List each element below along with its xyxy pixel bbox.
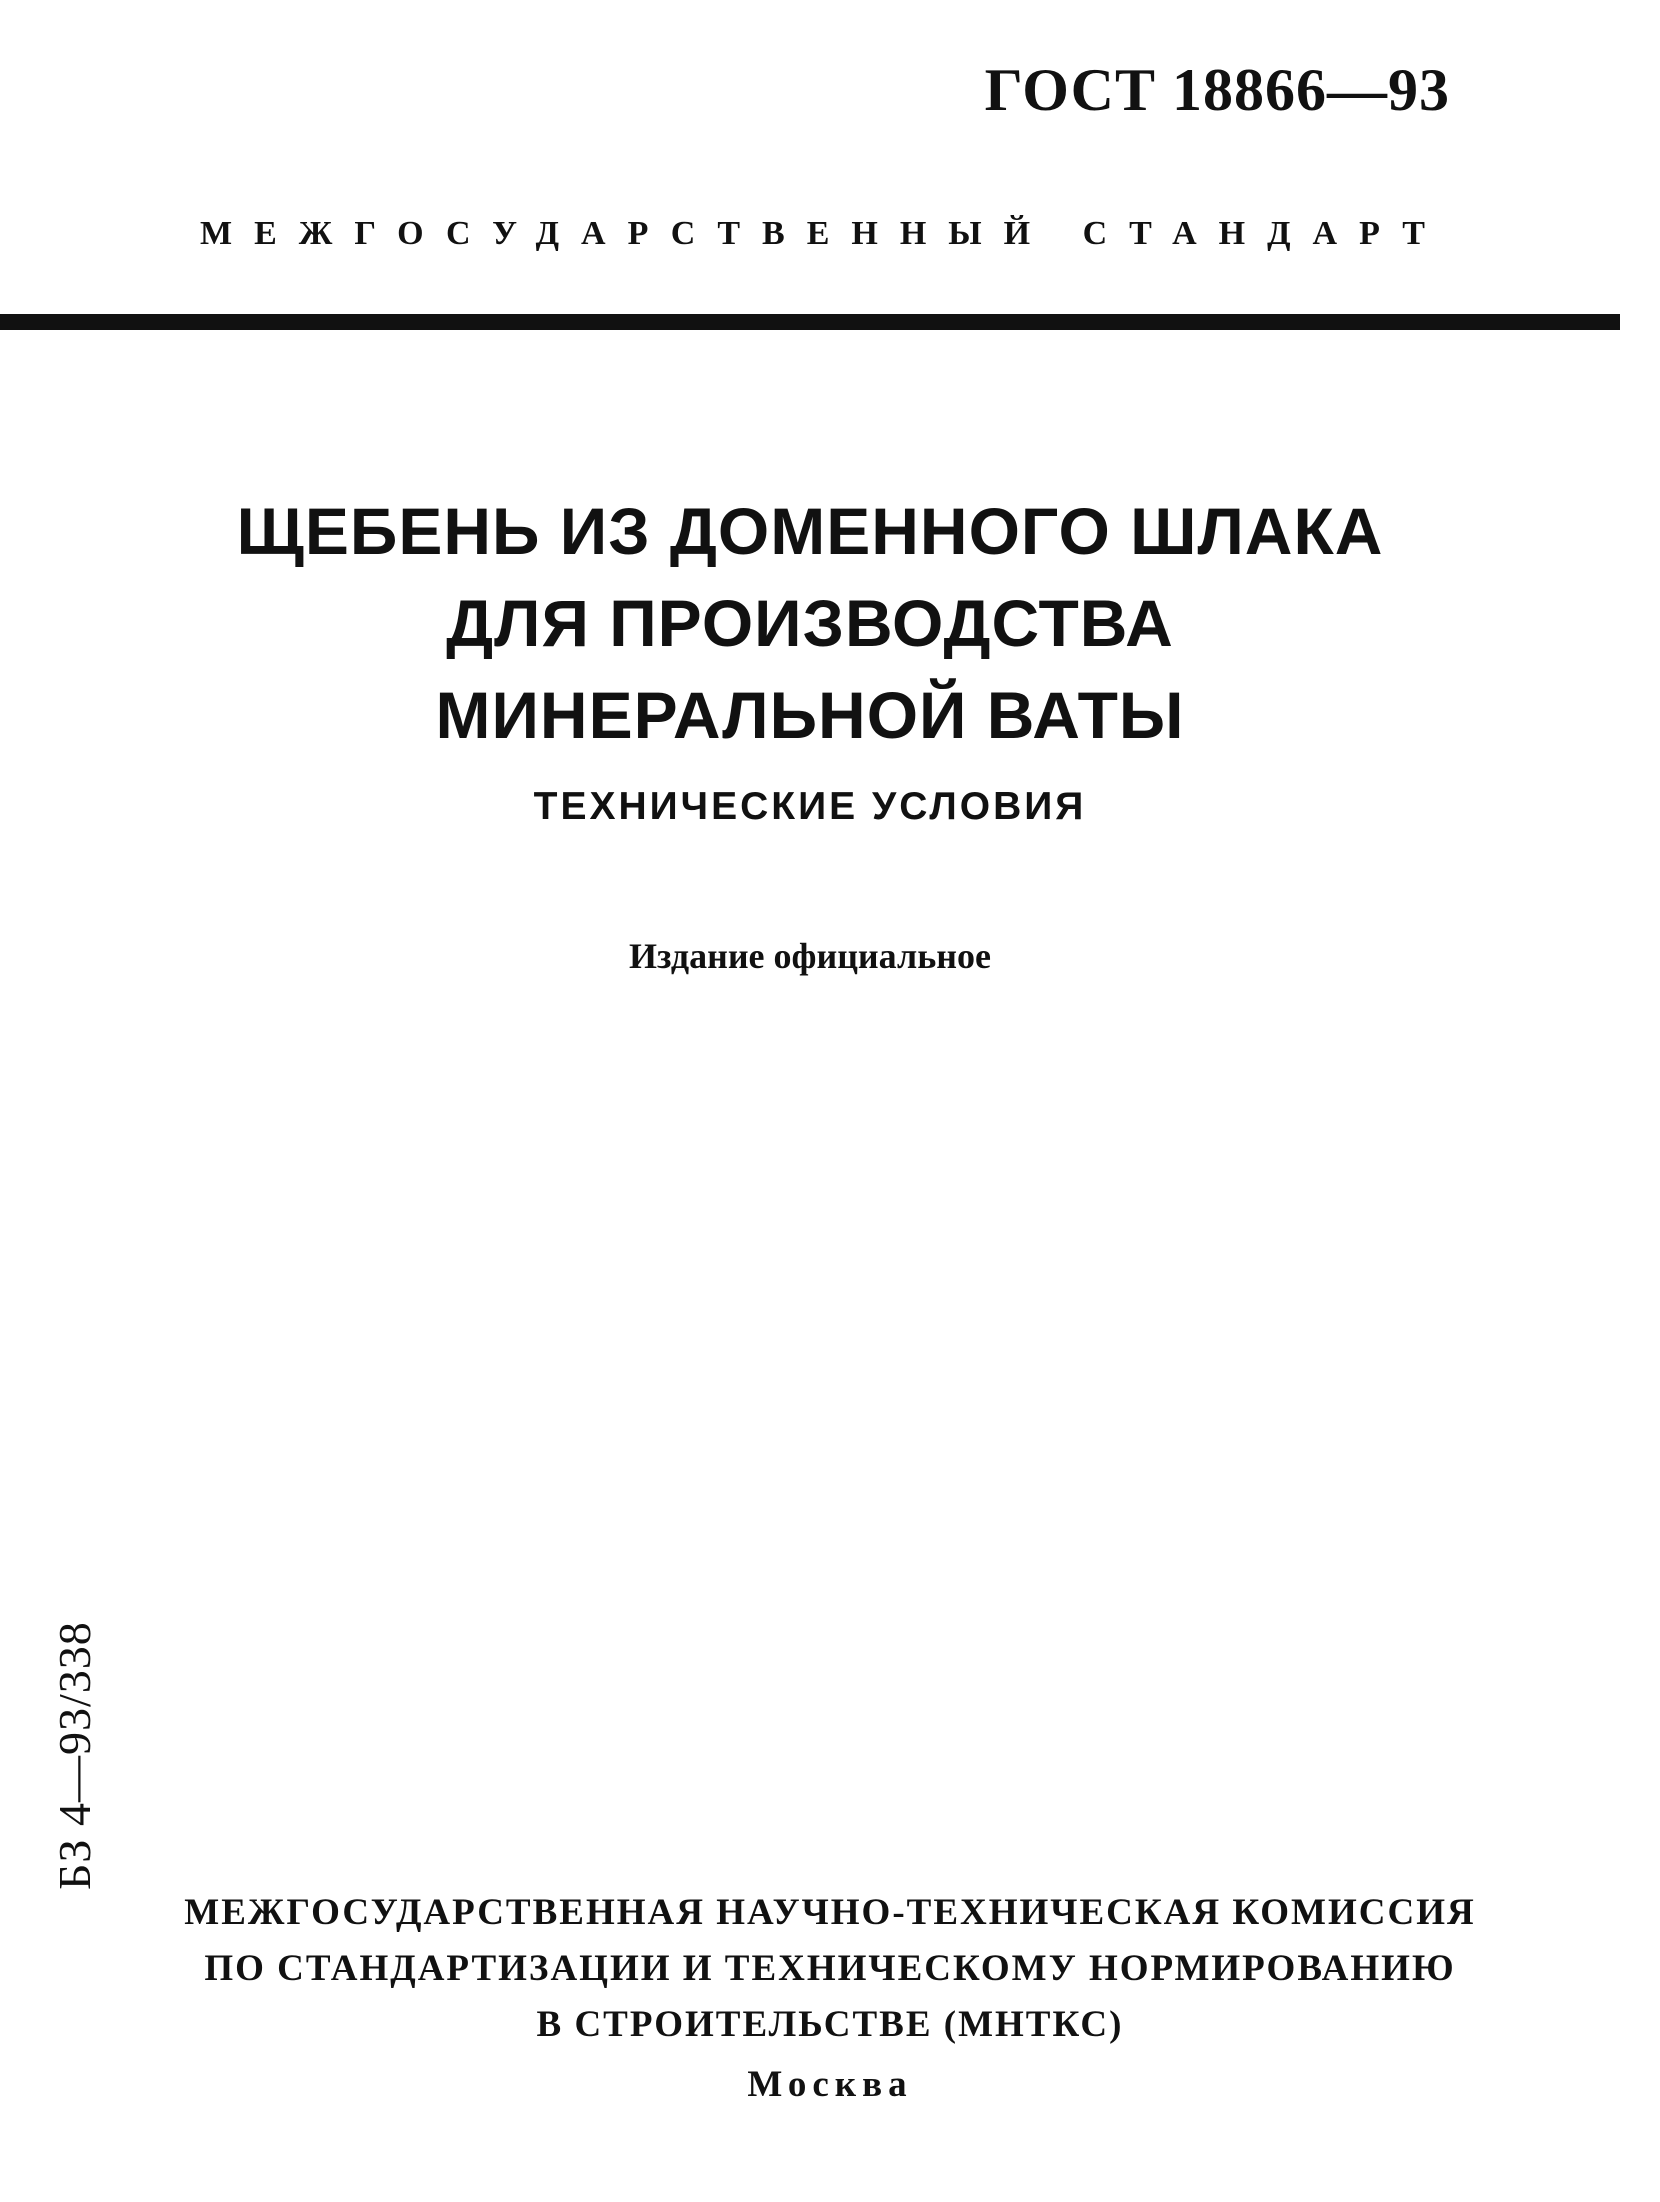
title-block xyxy=(0,485,1620,835)
title-line-1: ЩЕБЕНЬ ИЗ ДОМЕННОГО ШЛАКА xyxy=(236,494,1384,568)
title-line-2: ДЛЯ ПРОИЗВОДСТВА xyxy=(446,586,1174,660)
publisher-line-1: МЕЖГОСУДАРСТВЕННАЯ НАУЧНО-ТЕХНИЧЕСКАЯ КОМИССИЯ xyxy=(184,1892,1476,1933)
publisher-line-2: ПО СТАНДАРТИЗАЦИИ И ТЕХНИЧЕСКОМУ НОРМИРОВАНИЮ xyxy=(204,1948,1456,1989)
standard-type-label: МЕЖГОСУДАРСТВЕННЫЙ СТАНДАРТ xyxy=(200,215,1447,252)
header-divider xyxy=(0,314,1620,330)
edition-label: Издание официальное xyxy=(629,936,991,976)
publisher-block xyxy=(0,1885,1660,2117)
publisher-city: Москва xyxy=(747,2064,913,2105)
document-number: ГОСТ 18866—93 xyxy=(984,57,1450,123)
document-subtitle: ТЕХНИЧЕСКИЕ УСЛОВИЯ xyxy=(533,785,1087,828)
side-catalog-code: БЗ 4—93/338 xyxy=(49,1621,100,1890)
title-line-3: МИНЕРАЛЬНОЙ ВАТЫ xyxy=(435,678,1185,752)
publisher-line-3: В СТРОИТЕЛЬСТВЕ (МНТКС) xyxy=(536,2004,1124,2045)
